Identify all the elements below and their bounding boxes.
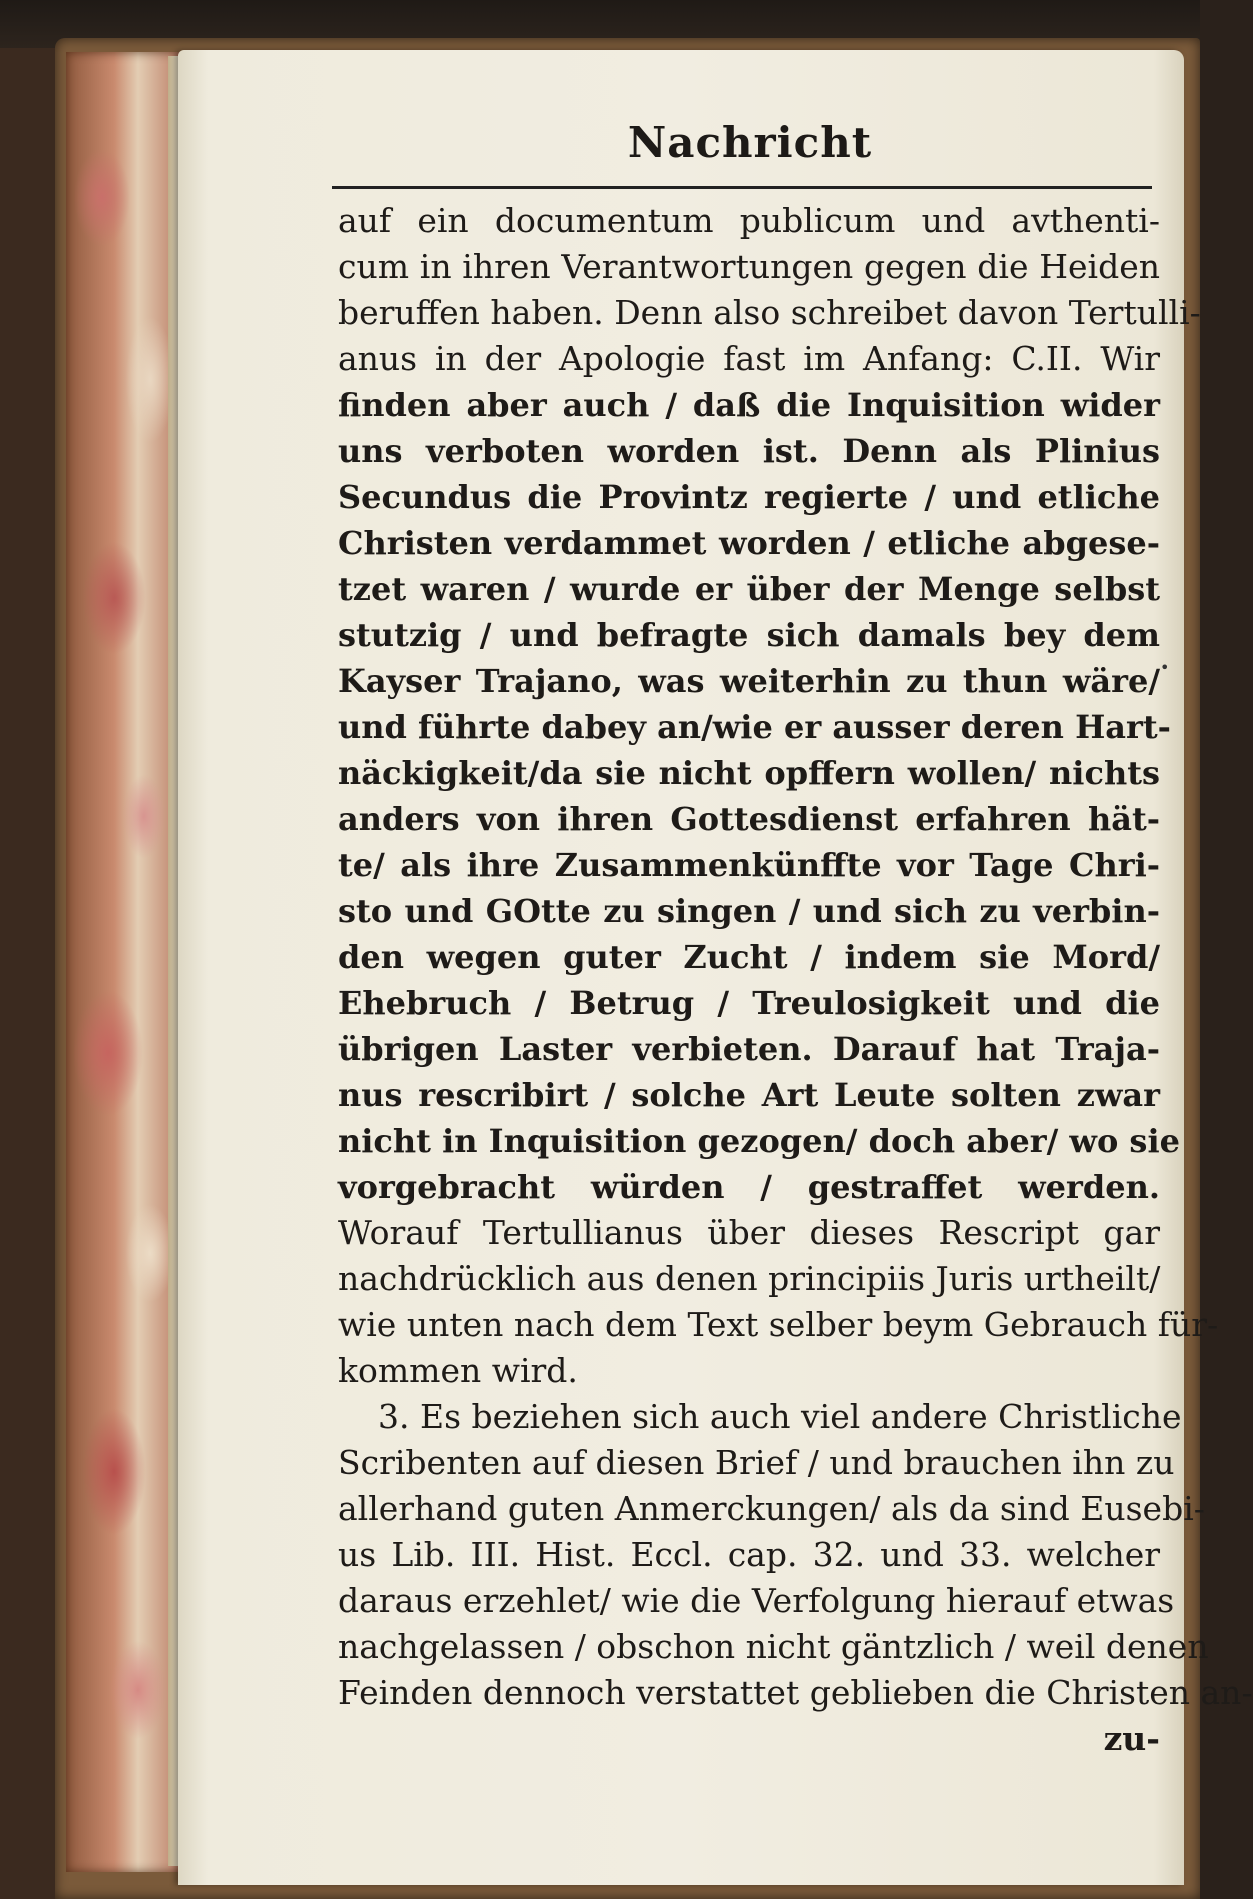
- text-line: und führte dabey an/wie er ausser deren Hart-: [338, 708, 1171, 746]
- text-line: nachdrücklich aus denen principiis Juris urtheilt/: [338, 1259, 1161, 1298]
- header-rule: [332, 186, 1152, 189]
- text-line: wie unten nach dem Text selber beym Gebrauch für-: [338, 1305, 1219, 1344]
- text-line: allerhand guten Anmerckungen/ als da sind Eusebi-: [338, 1489, 1205, 1528]
- text-line: übrigen Laster verbieten. Darauf hat Traja-: [338, 1030, 1160, 1068]
- text-line: anders von ihren Gottesdienst erfahren hät-: [338, 800, 1160, 838]
- text-line: finden aber auch / daß die Inquisition wider: [338, 386, 1160, 424]
- text-line: Kayser Trajano, was weiterhin zu thun wäre/: [338, 662, 1160, 700]
- margin-marker: •: [1160, 658, 1170, 677]
- text-line: Christen verdammet worden / etliche abgese-: [338, 524, 1160, 562]
- text-line: tzet waren / wurde er über der Menge selbst: [338, 570, 1160, 608]
- text-line: nus rescribirt / solche Art Leute solten zwar: [338, 1076, 1160, 1114]
- text-line: Secundus die Provintz regierte / und etliche: [338, 478, 1160, 516]
- text-line: Feinden dennoch verstattet geblieben die Christen an-: [338, 1673, 1253, 1712]
- text-line: den wegen guter Zucht / indem sie Mord/: [338, 938, 1160, 976]
- text-line: daraus erzehlet/ wie die Verfolgung hierauf etwas: [338, 1581, 1175, 1620]
- text-line: Worauf Tertullianus über dieses Rescript gar: [338, 1213, 1160, 1252]
- body-text: [338, 198, 1253, 1762]
- text-line: Scribenten auf diesen Brief / und brauchen ihn zu: [338, 1443, 1175, 1482]
- text-line: anus in der Apologie fast im Anfang: C.II. Wir: [338, 339, 1160, 378]
- text-line: vorgebracht würden / gestraffet werden.: [338, 1168, 1160, 1206]
- text-line: te/ als ihre Zusammenkünffte vor Tage Chri-: [338, 846, 1160, 884]
- text-line: uns verboten worden ist. Denn als Plinius: [338, 432, 1160, 470]
- text-line: nicht in Inquisition gezogen/ doch aber/ wo sie: [338, 1122, 1180, 1160]
- text-line: sto und GOtte zu singen / und sich zu verbin-: [338, 892, 1160, 930]
- text-line: kommen wird.: [338, 1351, 578, 1390]
- text-line: us Lib. III. Hist. Eccl. cap. 32. und 33. welcher: [338, 1535, 1160, 1574]
- text-line: näckigkeit/da sie nicht opffern wollen/ nichts: [338, 754, 1160, 792]
- text-line: stutzig / und befragte sich damals bey dem: [338, 616, 1160, 654]
- text-line: zu-: [1103, 1719, 1160, 1758]
- text-line: auf ein documentum publicum und avthenti-: [338, 201, 1160, 240]
- text-line: cum in ihren Verantwortungen gegen die Heiden: [338, 247, 1160, 286]
- text-line: Ehebruch / Betrug / Treulosigkeit und die: [338, 984, 1160, 1022]
- running-header: Nachricht: [627, 118, 873, 167]
- text-line: beruffen haben. Denn also schreibet davon Tertulli-: [338, 293, 1201, 332]
- text-line: nachgelassen / obschon nicht gäntzlich / weil denen: [338, 1627, 1209, 1666]
- text-line: 3. Es beziehen sich auch viel andere Christliche: [378, 1397, 1182, 1436]
